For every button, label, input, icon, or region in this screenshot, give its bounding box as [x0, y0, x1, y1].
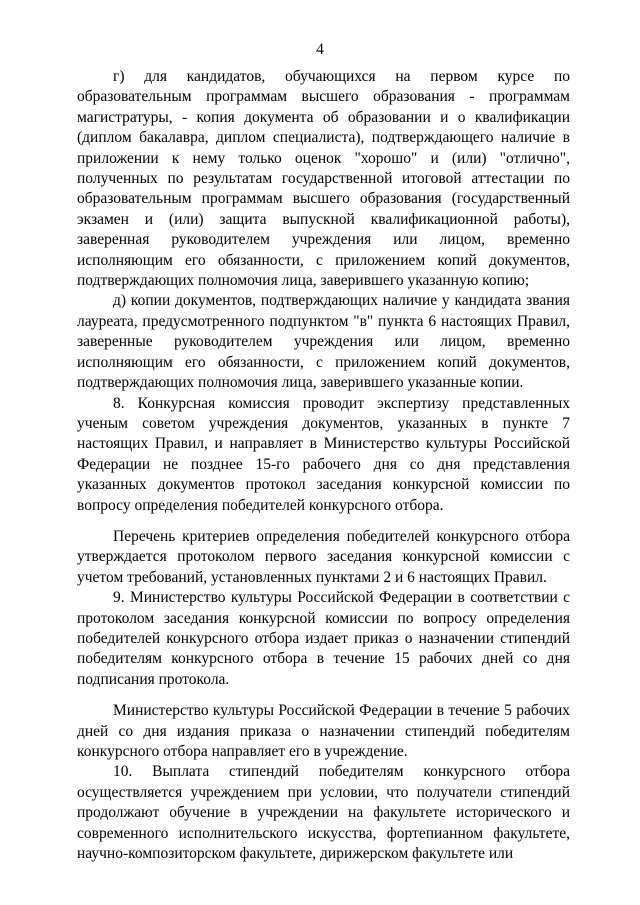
paragraph-clause-9: 9. Министерство культуры Российской Федерации в соответствии с протоколом заседания конкурсной комиссии по вопросу определения победителей конкурсного отбора издает приказ о назначении стипендий победителям конкурсного отбора в течение 15 рабочих дней со дня подписания протокола. [77, 589, 570, 688]
paragraph-item-d: д) копии документов, подтверждающих наличие у кандидата звания лауреата, предусмотренного подпунктом "в" пункта 6 настоящих Правил, заверенные руководителем учреждения или лицом, временно исполняющим его обязанности, с приложением копий документов, подтверждающих полномочия лица, заверившего указанные копии. [77, 292, 570, 392]
paragraph-clause-10: 10. Выплата стипендий победителям конкурсного отбора осуществляется учреждением при условии, что получатели стипендий продолжают обучение в учреждении на факультете исторического и современного исполнительского искусства, фортепианном факультете, научно-композиторском факультете, дирижерском факультете или [77, 763, 570, 863]
paragraph-ministry-notice: Министерство культуры Российской Федерации в течение 5 рабочих дней со дня издания приказа о назначении стипендий победителям конкурсного отбора направляет его в учреждение. [77, 702, 570, 760]
paragraph-clause-8: 8. Конкурсная комиссия проводит экспертизу представленных ученым советом учреждения документов, указанных в пункте 7 настоящих Правил, и направляет в Министерство культуры Российской Федерации не позднее 15-го рабочего дня со дня представления указанных документов протокол заседания конкурсной комиссии по вопросу определения победителей конкурсного отбора. [77, 394, 570, 514]
document-body [77, 67, 570, 864]
page-number: 4 [316, 41, 324, 58]
paragraph-item-g: г) для кандидатов, обучающихся на первом курсе по образовательным программам высшего образования - программам магистратуры, - копия документа об образовании и о квалификации (диплом бакалавра, диплом специалиста), подтверждающего наличие в приложении к нему только оценок "хорошо" и (или) "отлично", полученных по результатам государственной итоговой аттестации по образовательным программам высшего образования (государственный экзамен и (или) защита выпускной квалификационной работы), заверенная руководителем учреждения или лицом, временно исполняющим его обязанности, с приложением копий документов, подтверждающих полномочия лица, заверившего указанную копию; [77, 68, 570, 290]
paragraph-criteria-list: Перечень критериев определения победителей конкурсного отбора утверждается протоколом первого заседания конкурсной комиссии с учетом требований, установленных пунктами 2 и 6 настоящих Правил. [77, 527, 570, 586]
